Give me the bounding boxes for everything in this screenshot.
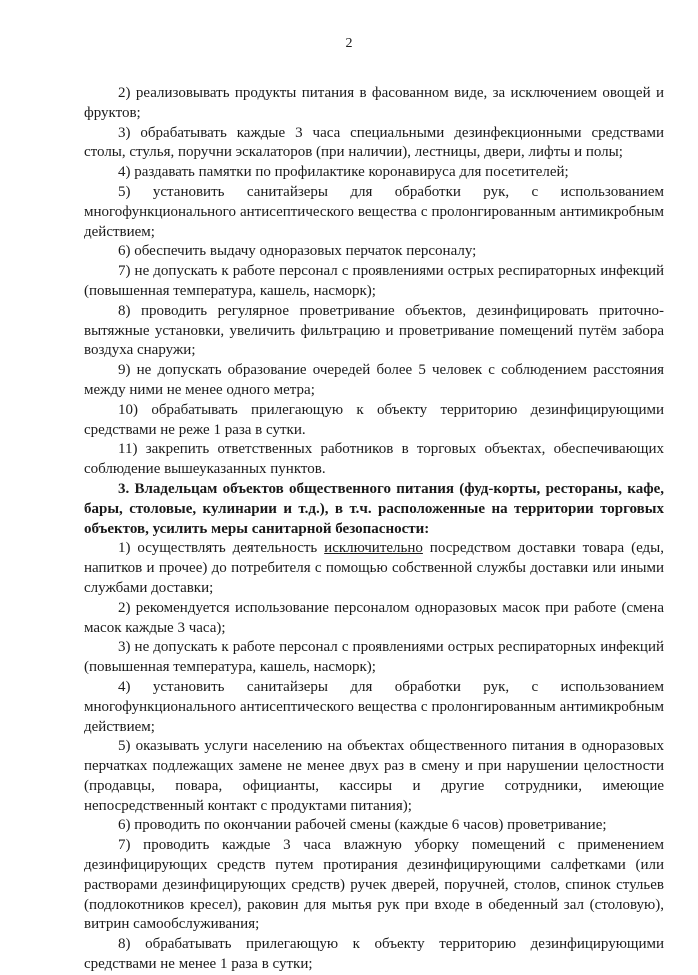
list-item xyxy=(84,539,664,598)
list-item: 3) обрабатывать каждые 3 часа специальными дезинфекционными средствами столы, стулья, поручни эскалаторов (при наличии), лестницы, двери, лифты и полы; xyxy=(84,124,664,161)
list-item: 7) не допускать к работе персонал с проявлениями острых респираторных инфекций (повышенная температура, кашель, насморк); xyxy=(84,263,664,299)
list-item: 10) обрабатывать прилегающую к объекту территорию дезинфицирующими средствами не реже 1 раза в сутки. xyxy=(84,401,664,438)
list-item: 6) проводить по окончании рабочей смены (каждые 6 часов) проветривание; xyxy=(118,817,607,834)
list-item: 2) рекомендуется использование персоналом одноразовых масок при работе (смена масок каждые 3 часа); xyxy=(84,599,664,636)
list-item: 5) установить санитайзеры для обработки рук, с использованием многофункционального антисептического вещества с пролонгированным антимикробным действием; xyxy=(84,183,664,240)
underlined-word: исключительно xyxy=(324,540,423,557)
list-item: 3) не допускать к работе персонал с проявлениями острых респираторных инфекций (повышенная температура, кашель, насморк); xyxy=(84,639,664,676)
document-body xyxy=(84,84,664,975)
list-item: 9) не допускать образование очередей более 5 человек с соблюдением расстояния между ними не менее одного метра; xyxy=(84,362,664,398)
page-number: 2 xyxy=(345,36,353,51)
list-item: 4) установить санитайзеры для обработки рук, с использованием многофункционального антисептического вещества с пролонгированным антимикробным действием; xyxy=(84,678,664,735)
list-item: 8) обрабатывать прилегающую к объекту территорию дезинфицирующими средствами не менее 1 раза в сутки; xyxy=(84,936,664,973)
list-item: 2) реализовывать продукты питания в фасованном виде, за исключением овощей и фруктов; xyxy=(84,85,664,121)
list-item: 8) проводить регулярное проветривание объектов, дезинфицировать приточно-вытяжные установки, увеличить фильтрацию и проветривание помещений путём забора воздуха снаружи; xyxy=(84,302,664,359)
list-item: 11) закрепить ответственных работников в торговых объектах, обеспечивающих соблюдение вышеуказанных пунктов. xyxy=(84,441,664,478)
list-item: 7) проводить каждые 3 часа влажную уборку помещений с применением дезинфицирующих средств путем протирания дезинфицирующими салфетками (или растворами дезинфицирующих средств) ручек дверей, поручней, столов, спинок стульев (подлокотников кресел), раковин для мытья рук при входе в обеденный зал (столовую), витрин самообслуживания; xyxy=(84,837,664,933)
text-fragment: посредством доставки товара (еды, напитков и прочее) до потребителя с помощью собственной службы доставки или иными службами доставки; xyxy=(84,540,664,596)
list-item: 6) обеспечить выдачу одноразовых перчаток персоналу; xyxy=(118,243,477,260)
list-item: 4) раздавать памятки по профилактике коронавируса для посетителей; xyxy=(118,164,569,181)
text-fragment: 1) осуществлять деятельность xyxy=(118,540,325,557)
list-item: 5) оказывать услуги населению на объектах общественного питания в одноразовых перчатках подлежащих замене не менее двух раз в смену и при нарушении целостности (продавцы, повара, официанты, кассиры и другие сотрудники, имеющие непосредственный контакт с продуктами питания); xyxy=(84,738,664,814)
section-heading: 3. Владельцам объектов общественного питания (фуд-корты, рестораны, кафе, бары, столовые, кулинарии и т.д.), в т.ч. расположенные на территории торговых объектов, усилить меры санитарной безопасности: xyxy=(84,480,664,537)
